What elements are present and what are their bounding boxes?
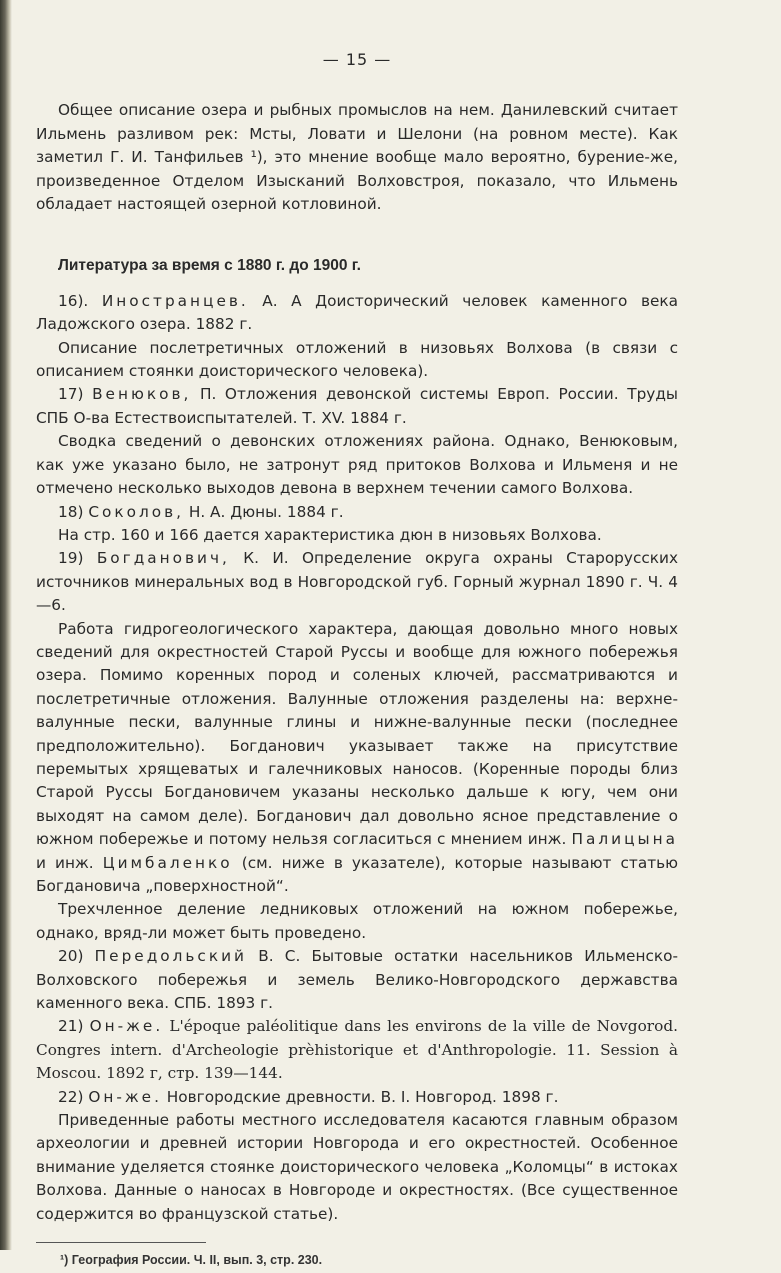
book-spine-shadow — [0, 0, 12, 1250]
entry-18-description: На стр. 160 и 166 дается характеристика дюн в низовьях Волхова. — [58, 525, 602, 544]
entry-16: 16). Иностранцев. А. А Доисторический человек каменного века Ладожского озера. 1882 г. — [36, 291, 678, 334]
entry-19: 19) Богданович, К. И. Определение округа охраны Старорусских источников минеральных вод в Новгородской губ. Горный журнал 1890 г. Ч. 4—6. — [36, 549, 678, 615]
footnote: ¹) География России. Ч. II, вып. 3, стр. 230. — [60, 1253, 323, 1268]
document-page — [36, 48, 678, 1273]
entry-20: 20) Передольский В. С. Бытовые остатки насельников Ильменско-Волховского побережья и земель Велико-Новгородского державства каменного века. СПБ. 1893 г. — [36, 947, 678, 1013]
intro-paragraph: Общее описание озера и рыбных промыслов на нем. Данилевский считает Ильмень разливом рек: Мсты, Ловати и Шелони (на ровном месте). Как заметил Г. И. Танфильев ¹), это мнение вообще мало вероятно, бурение-же, произведенное Отделом Изысканий Волховстроя, показало, что Ильмень обладает настоящей озерной котловиной. — [36, 101, 678, 214]
entry-17: 17) Венюков, П. Отложения девонской системы Европ. России. Труды СПБ О-ва Естествоиспытателей. Т. XV. 1884 г. — [36, 385, 678, 427]
entry-16-description: Описание послетретичных отложений в низовьях Волхова (в связи с описанием стоянки доисторического человека). — [36, 338, 678, 381]
entry-22: 22) Он-же. Новгородские древности. В. І. Новгород. 1898 г. — [58, 1087, 559, 1106]
entry-19-description: Работа гидрогеологического характера, дающая довольно много новых сведений для окрестностей Старой Руссы и вообще для южного побережья озера. Помимо коренных пород и соленых ключей, рассматриваются и послетретичные отложения. Валунные отложения разделены на: верхне-валунные пески, валунные глины и нижне-валунные пески (последнее предположительно). Богданович указывает также на присутствие перемытых хрящеватых и галечниковых наносов. (Коренные породы близ Старой Руссы Богдановичем указаны несколько дальше к югу, чем они выходят на самом деле). Богданович дал довольно ясное представление о южном побережье и потому нельзя согласиться с мнением инж. Палицына и инж. Цимбаленко (см. ниже в указателе), которые называют статью Богдановича „поверхностной“. — [36, 619, 678, 895]
final-paragraph: Приведенные работы местного исследователя касаются главным образом археологии и древней истории Новгорода и его окрестностей. Особенное внимание уделяется стоянке доисторического человека „Коломцы“ в истоках Волхова. Данные о наносах в Новгороде и окрестностях. (Все существенное содержится во французской статье). — [36, 1111, 678, 1223]
entry-18: 18) Соколов, Н. А. Дюны. 1884 г. — [58, 502, 344, 521]
trichotomy-paragraph: Трехчленное деление ледниковых отложений на южном побережье, однако, вряд-ли может быть проведено. — [36, 900, 678, 942]
footnote-rule — [36, 1242, 206, 1243]
section-heading: Литература за время с 1880 г. до 1900 г. — [58, 257, 361, 275]
entry-21: 21) Он-же. L'époque paléolitique dans les environs de la ville de Novgorod. Congres intern. d'Archeologie prèhistorique et d'Anthropologie. 11. Session à Moscou. 1892 г, стр. 139—144. — [36, 1017, 678, 1083]
entry-17-description: Сводка сведений о девонских отложениях района. Однако, Венюковым, как уже указано было, не затронут ряд притоков Волхова и Ильменя и не отмечено несколько выходов девона в верхнем течении самого Волхова. — [36, 432, 678, 498]
page-number: — 15 — — [322, 50, 392, 69]
